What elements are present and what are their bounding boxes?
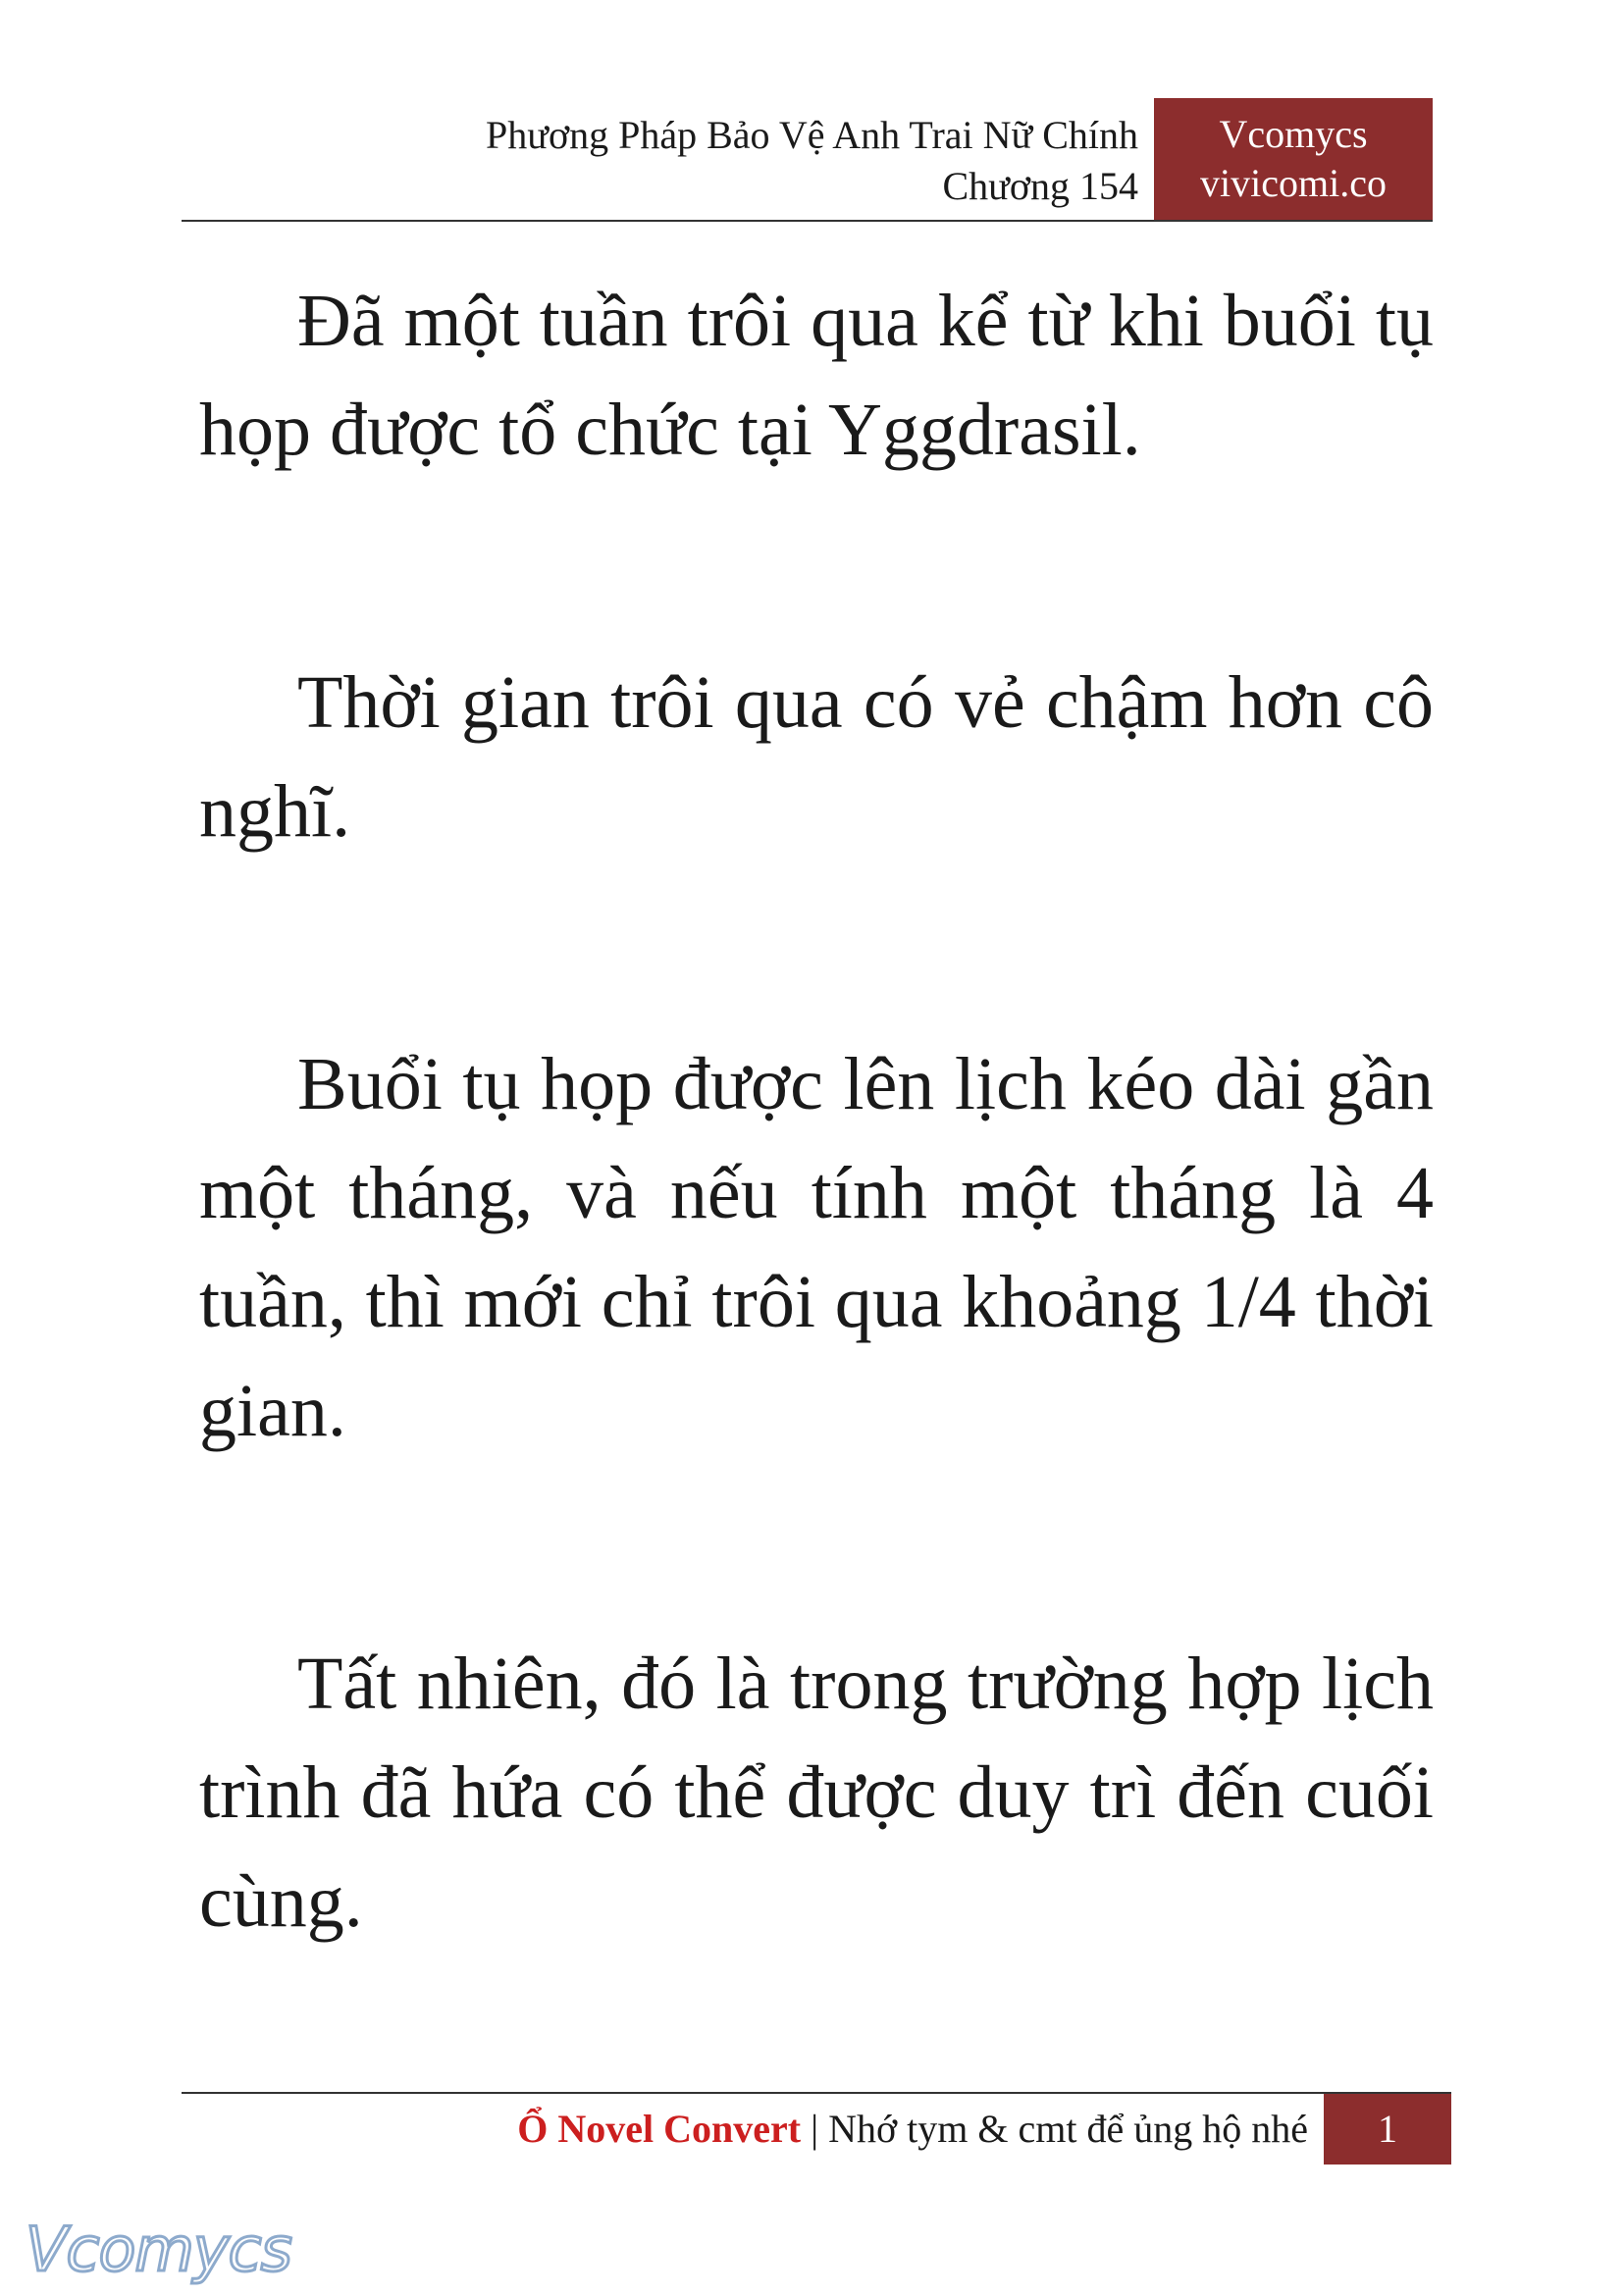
page-number: 1 (1324, 2094, 1451, 2165)
page-footer (182, 2092, 1451, 2165)
header-titles (486, 110, 1138, 212)
footer-brand: Ổ Novel Convert (517, 2107, 802, 2151)
novel-title: Phương Pháp Bảo Vệ Anh Trai Nữ Chính (486, 113, 1138, 157)
header-brand-box (1154, 98, 1433, 220)
footer-separator: | (801, 2107, 829, 2151)
chapter-content (199, 267, 1434, 2120)
brand-name: Vcomycs (1219, 112, 1368, 156)
watermark-logo: Vcomycs (26, 2214, 291, 2285)
page-header (182, 98, 1433, 222)
paragraph-2: Thời gian trôi qua có vẻ chậm hơn cô nghĩ. (199, 661, 1434, 853)
chapter-label: Chương 154 (942, 164, 1138, 208)
paragraph-3: Buổi tụ họp được lên lịch kéo dài gần một tháng, và nếu tính một tháng là 4 tuần, thì mới chỉ trôi qua khoảng 1/4 thời gian. (199, 1043, 1434, 1452)
paragraph-4: Tất nhiên, đó là trong trường hợp lịch trình đã hứa có thể được duy trì đến cuối cùng. (199, 1643, 1434, 1943)
paragraph-1: Đã một tuần trôi qua kể từ khi buổi tụ họp được tổ chức tại Yggdrasil. (199, 280, 1434, 471)
brand-site: vivicomi.co (1200, 161, 1387, 205)
footer-text (517, 2104, 1308, 2155)
footer-message: Nhớ tym & cmt để ủng hộ nhé (828, 2107, 1308, 2151)
